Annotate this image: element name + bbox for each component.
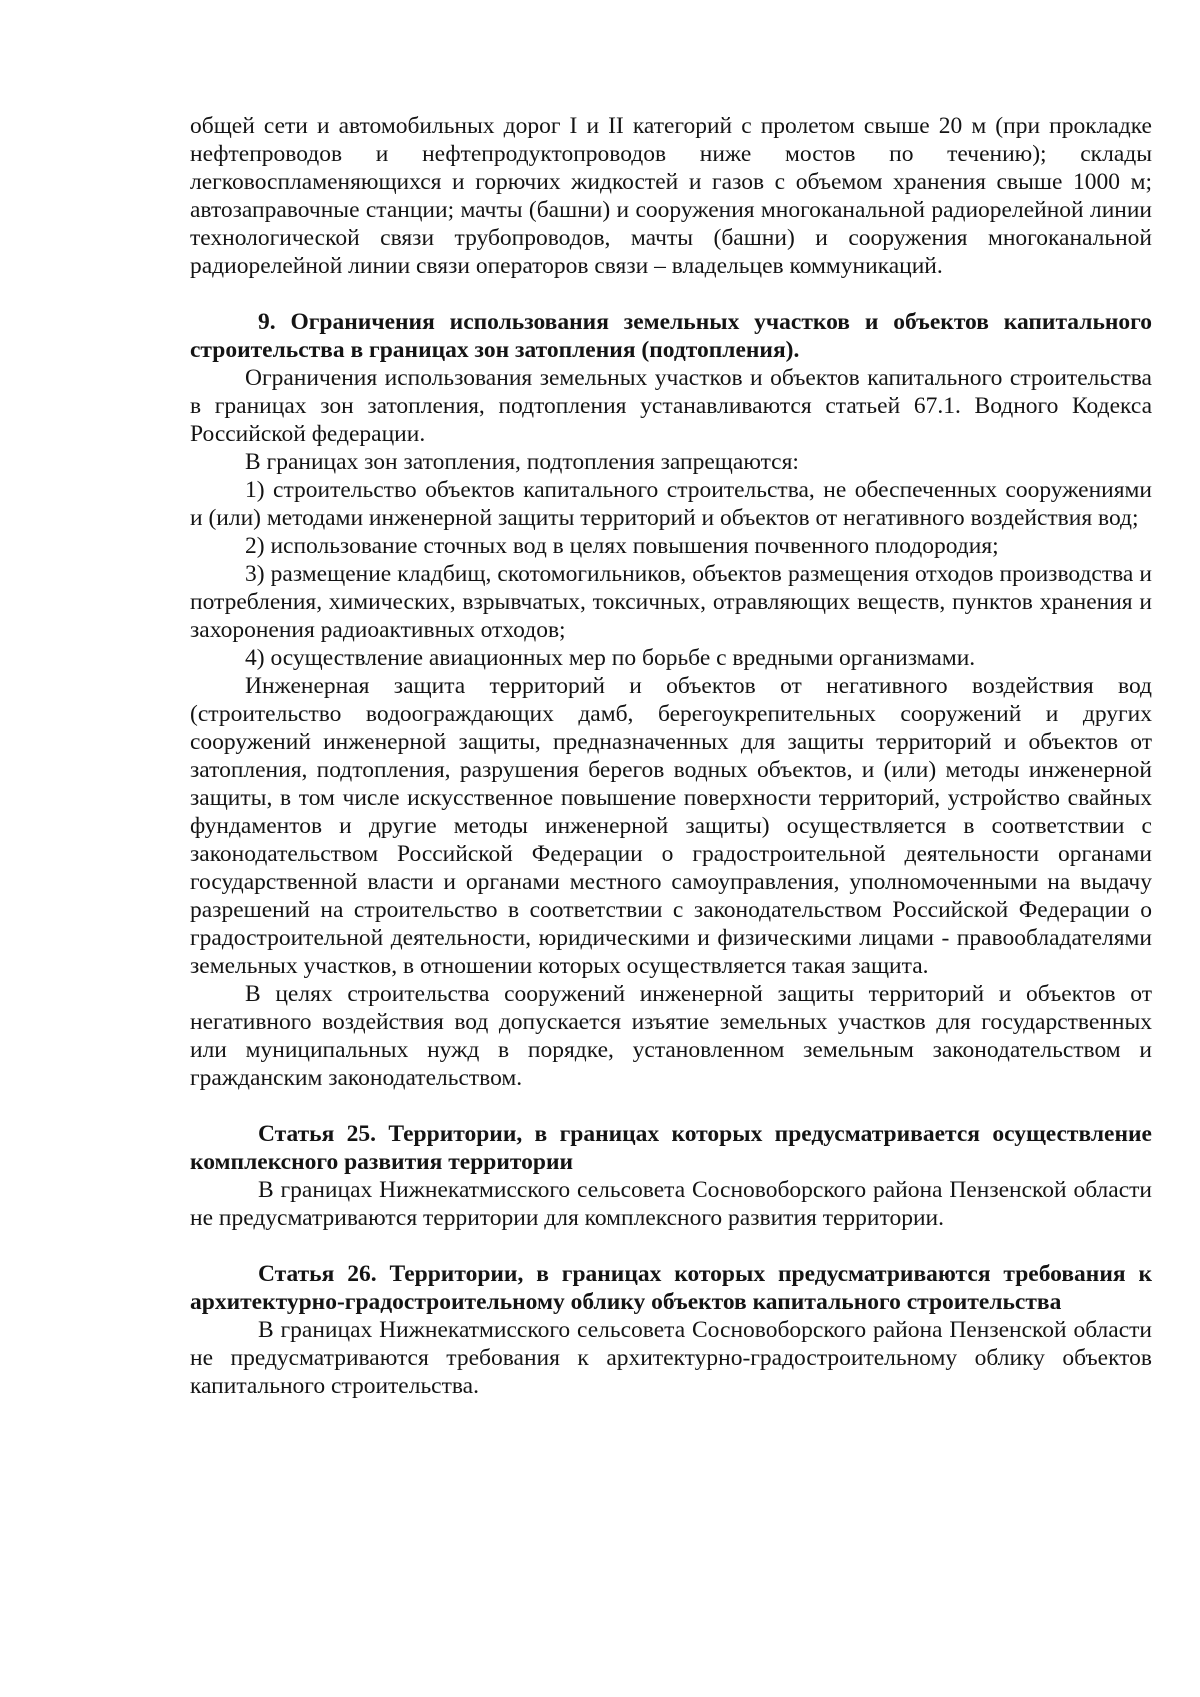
intro-continuation-paragraph: общей сети и автомобильных дорог I и II категорий с пролетом свыше 20 м (при прокладке нефтепроводов и нефтепродуктопроводов ниже мостов по течению); склады легковоспламеняющихся и горючих жидкостей и газов с объемом хранения свыше 1000 м; автозаправочные станции; мачты (башни) и сооружения многоканальной радиорелейной линии технологической связи трубопроводов, мачты (башни) и сооружения многоканальной радиорелейной линии связи операторов связи – владельцев коммуникаций.: [190, 113, 1152, 279]
section-9-list-item-4: 4) осуществление авиационных мер по борьбе с вредными организмами.: [245, 645, 976, 671]
article-26-text: В границах Нижнекатмисского сельсовета Сосновоборского района Пензенской области не предусматриваются требования к архитектурно-градостроительному облику объектов капитального строительства.: [190, 1317, 1152, 1399]
article-25-heading: Статья 25. Территории, в границах которых предусматривается осуществление комплексного развития территории: [190, 1121, 1152, 1175]
section-9-paragraph-1: Ограничения использования земельных участков и объектов капитального строительства в границах зон затопления, подтопления устанавливаются статьей 67.1. Водного Кодекса Российской федерации.: [190, 365, 1152, 447]
section-9: [190, 308, 1152, 1092]
section-9-paragraph-withdrawal: В целях строительства сооружений инженерной защиты территорий и объектов от негативного воздействия вод допускается изъятие земельных участков для государственных или муниципальных нужд в порядке, установленном земельным законодательством и гражданским законодательством.: [190, 981, 1152, 1091]
article-25-text: В границах Нижнекатмисского сельсовета Сосновоборского района Пензенской области не предусматриваются территории для комплексного развития территории.: [190, 1177, 1152, 1231]
section-9-list-item-2: 2) использование сточных вод в целях повышения почвенного плодородия;: [245, 533, 999, 559]
section-9-paragraph-engineering: Инженерная защита территорий и объектов от негативного воздействия вод (строительство водоограждающих дамб, берегоукрепительных сооружений и других сооружений инженерной защиты, предназначенных для защиты территорий и объектов от затопления, подтопления, разрушения берегов водных объектов, и (или) методы инженерной защиты, в том числе искусственное повышение поверхности территорий, устройство свайных фундаментов и другие методы инженерной защиты) осуществляется в соответствии с законодательством Российской Федерации о градостроительной деятельности органами государственной власти и органами местного самоуправления, уполномоченными на выдачу разрешений на строительство в соответствии с законодательством Российской Федерации о градостроительной деятельности, юридическими и физическими лицами - правообладателями земельных участков, в отношении которых осуществляется такая защита.: [190, 673, 1152, 979]
document-page: [190, 112, 1152, 1400]
section-9-list-item-3: 3) размещение кладбищ, скотомогильников, объектов размещения отходов производства и потребления, химических, взрывчатых, токсичных, отравляющих веществ, пунктов хранения и захоронения радиоактивных отходов;: [190, 561, 1152, 643]
article-26-heading: Статья 26. Территории, в границах которых предусматриваются требования к архитектурно-градостроительному облику объектов капитального строительства: [190, 1261, 1152, 1315]
section-9-heading: 9. Ограничения использования земельных участков и объектов капитального строительства в границах зон затопления (подтопления).: [190, 309, 1152, 363]
section-9-paragraph-2: В границах зон затопления, подтопления запрещаются:: [245, 449, 799, 475]
section-9-list-item-1: 1) строительство объектов капитального строительства, не обеспеченных сооружениями и (или) методами инженерной защиты территорий и объектов от негативного воздействия вод;: [190, 477, 1152, 531]
article-25: [190, 1120, 1152, 1232]
article-26: [190, 1260, 1152, 1400]
